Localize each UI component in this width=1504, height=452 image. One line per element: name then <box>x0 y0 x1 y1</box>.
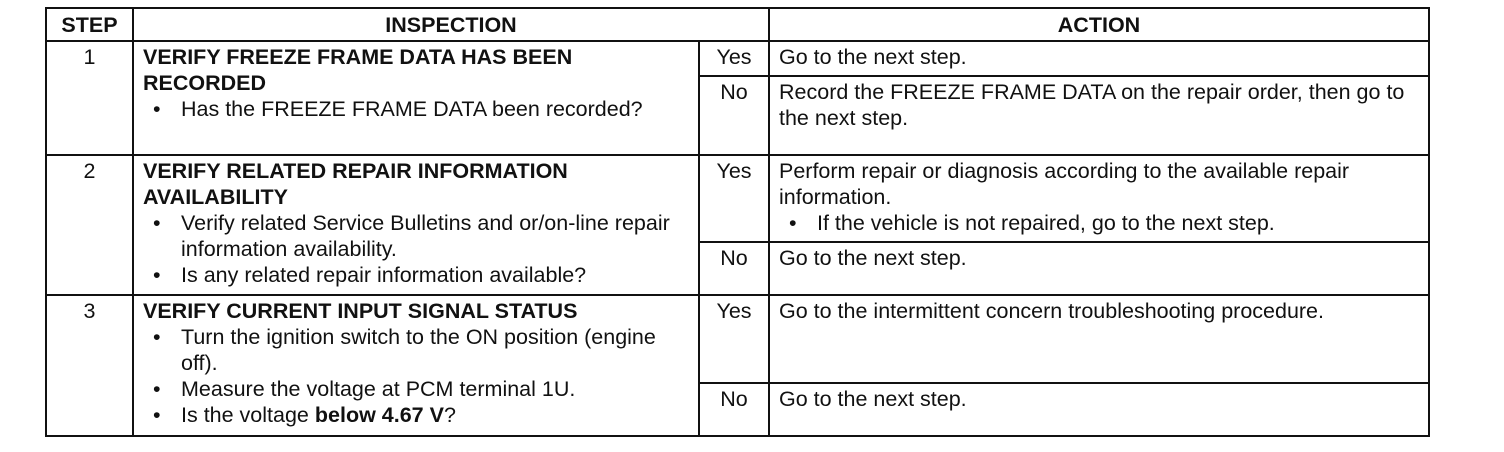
inspection-title: VERIFY RELATED REPAIR INFORMATION AVAILABILITY <box>143 159 568 209</box>
no-action: Go to the next step. <box>769 242 1429 295</box>
header-action: ACTION <box>769 8 1429 41</box>
inspection-title: VERIFY FREEZE FRAME DATA HAS BEEN RECORDED <box>143 45 573 95</box>
list-item: • Measure the voltage at PCM terminal 1U. <box>181 376 689 402</box>
inspection-title: VERIFY CURRENT INPUT SIGNAL STATUS <box>143 299 578 323</box>
list-item: • Is any related repair information available? <box>181 262 689 288</box>
list-item: • Turn the ignition switch to the ON position (engine off). <box>181 324 689 376</box>
step-number: 2 <box>46 155 133 295</box>
inspection-list <box>143 96 689 122</box>
list-item: • If the vehicle is not repaired, go to the next step. <box>817 210 1419 236</box>
no-label: No <box>699 242 769 295</box>
header-inspection: INSPECTION <box>133 8 769 41</box>
yes-action: Perform repair or diagnosis according to the available repair information. <box>779 159 1350 209</box>
yes-action: Go to the next step. <box>769 41 1429 76</box>
yes-label: Yes <box>699 41 769 76</box>
header-row <box>46 8 1429 41</box>
inspection-list <box>143 324 689 428</box>
bullet-text: Is the voltage <box>181 403 315 427</box>
yes-action: Go to the intermittent concern troubleshooting procedure. <box>769 295 1429 383</box>
no-label: No <box>699 76 769 155</box>
no-action: Record the FREEZE FRAME DATA on the repair order, then go to the next step. <box>769 76 1429 155</box>
table-row <box>46 155 1429 242</box>
troubleshooting-table <box>45 7 1430 437</box>
inspection-cell <box>133 155 699 295</box>
no-label: No <box>699 383 769 436</box>
list-item <box>181 402 689 428</box>
table-row <box>46 295 1429 383</box>
list-item: • Verify related Service Bulletins and or/on-line repair information availability. <box>181 210 689 262</box>
bullet-text: ? <box>443 403 456 427</box>
inspection-cell <box>133 295 699 436</box>
table-row <box>46 41 1429 76</box>
voltage-threshold: below 4.67 V <box>314 403 444 427</box>
yes-action-cell <box>769 155 1429 242</box>
yes-label: Yes <box>699 295 769 383</box>
step-number: 1 <box>46 41 133 155</box>
yes-label: Yes <box>699 155 769 242</box>
list-item: • Has the FREEZE FRAME DATA been recorded? <box>181 96 689 122</box>
action-list <box>779 210 1419 236</box>
inspection-cell <box>133 41 699 155</box>
step-number: 3 <box>46 295 133 436</box>
no-action: Go to the next step. <box>769 383 1429 436</box>
header-step: STEP <box>46 8 133 41</box>
inspection-list <box>143 210 689 288</box>
